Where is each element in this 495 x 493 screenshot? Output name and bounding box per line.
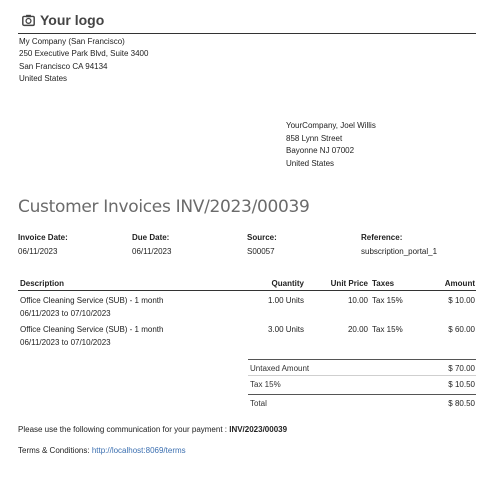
line-amount: $ 10.00 xyxy=(448,296,475,305)
line-description: Office Cleaning Service (SUB) - 1 month xyxy=(20,296,164,305)
tax-label: Tax 15% xyxy=(250,380,281,389)
payment-text: Please use the following communication for your payment : xyxy=(18,425,230,434)
invoice-date-value: 06/11/2023 xyxy=(18,247,58,256)
company-address xyxy=(19,36,148,85)
source-value: S00057 xyxy=(247,247,275,256)
customer-line: YourCompany, Joel Willis xyxy=(286,121,376,130)
line-period: 06/11/2023 to 07/10/2023 xyxy=(20,309,111,318)
line-unit-price: 20.00 xyxy=(347,325,368,334)
logo xyxy=(22,12,104,28)
due-date-label: Due Date: xyxy=(132,233,170,242)
terms-link[interactable]: http://localhost:8069/terms xyxy=(91,446,186,455)
line-amount: $ 60.00 xyxy=(448,325,475,334)
total-value: $ 80.50 xyxy=(448,399,475,408)
company-line: San Francisco CA 94134 xyxy=(19,61,108,71)
customer-line: United States xyxy=(286,158,335,168)
tax-value: $ 10.50 xyxy=(448,380,475,389)
due-date-value: 06/11/2023 xyxy=(132,247,172,256)
line-quantity: 1.00 Units xyxy=(267,296,304,305)
untaxed-label: Untaxed Amount xyxy=(250,364,310,373)
customer-address xyxy=(286,120,376,170)
reference-label: Reference: xyxy=(361,233,403,242)
total-label: Total xyxy=(250,399,267,408)
totals-divider xyxy=(248,394,476,395)
camera-icon xyxy=(22,14,35,27)
line-unit-price: 10.00 xyxy=(347,296,368,305)
reference-value: subscription_portal_1 xyxy=(361,247,438,256)
col-header-amount: Amount xyxy=(444,279,475,288)
line-taxes: Tax 15% xyxy=(372,296,403,305)
col-header-taxes: Taxes xyxy=(372,279,395,288)
totals-divider xyxy=(248,375,476,376)
col-header-quantity: Quantity xyxy=(271,279,304,288)
line-quantity: 3.00 Units xyxy=(267,325,304,334)
untaxed-value: $ 70.00 xyxy=(448,364,475,373)
source-label: Source: xyxy=(247,233,277,242)
line-period: 06/11/2023 to 07/10/2023 xyxy=(20,338,111,347)
customer-line: Bayonne NJ 07002 xyxy=(286,146,355,155)
terms-label: Terms & Conditions: xyxy=(18,446,92,455)
company-line: 250 Executive Park Blvd, Suite 3400 xyxy=(19,49,149,59)
customer-line: 858 Lynn Street xyxy=(286,133,343,143)
col-header-unit-price: Unit Price xyxy=(330,279,368,288)
totals-divider xyxy=(248,359,476,360)
col-header-description: Description xyxy=(20,279,65,288)
terms xyxy=(18,446,186,455)
logo-text: Your logo xyxy=(40,12,105,28)
company-line: United States xyxy=(19,73,68,83)
table-header-divider xyxy=(18,290,476,291)
header-divider xyxy=(18,33,476,34)
payment-communication xyxy=(18,425,287,434)
line-description: Office Cleaning Service (SUB) - 1 month xyxy=(20,325,164,334)
invoice-date-label: Invoice Date: xyxy=(18,233,68,242)
invoice-title: Customer Invoices INV/2023/00039 xyxy=(18,197,310,217)
payment-reference: INV/2023/00039 xyxy=(229,425,288,434)
table-row xyxy=(20,294,163,320)
company-line: My Company (San Francisco) xyxy=(19,37,125,46)
line-taxes: Tax 15% xyxy=(372,325,403,334)
table-row xyxy=(20,323,163,349)
